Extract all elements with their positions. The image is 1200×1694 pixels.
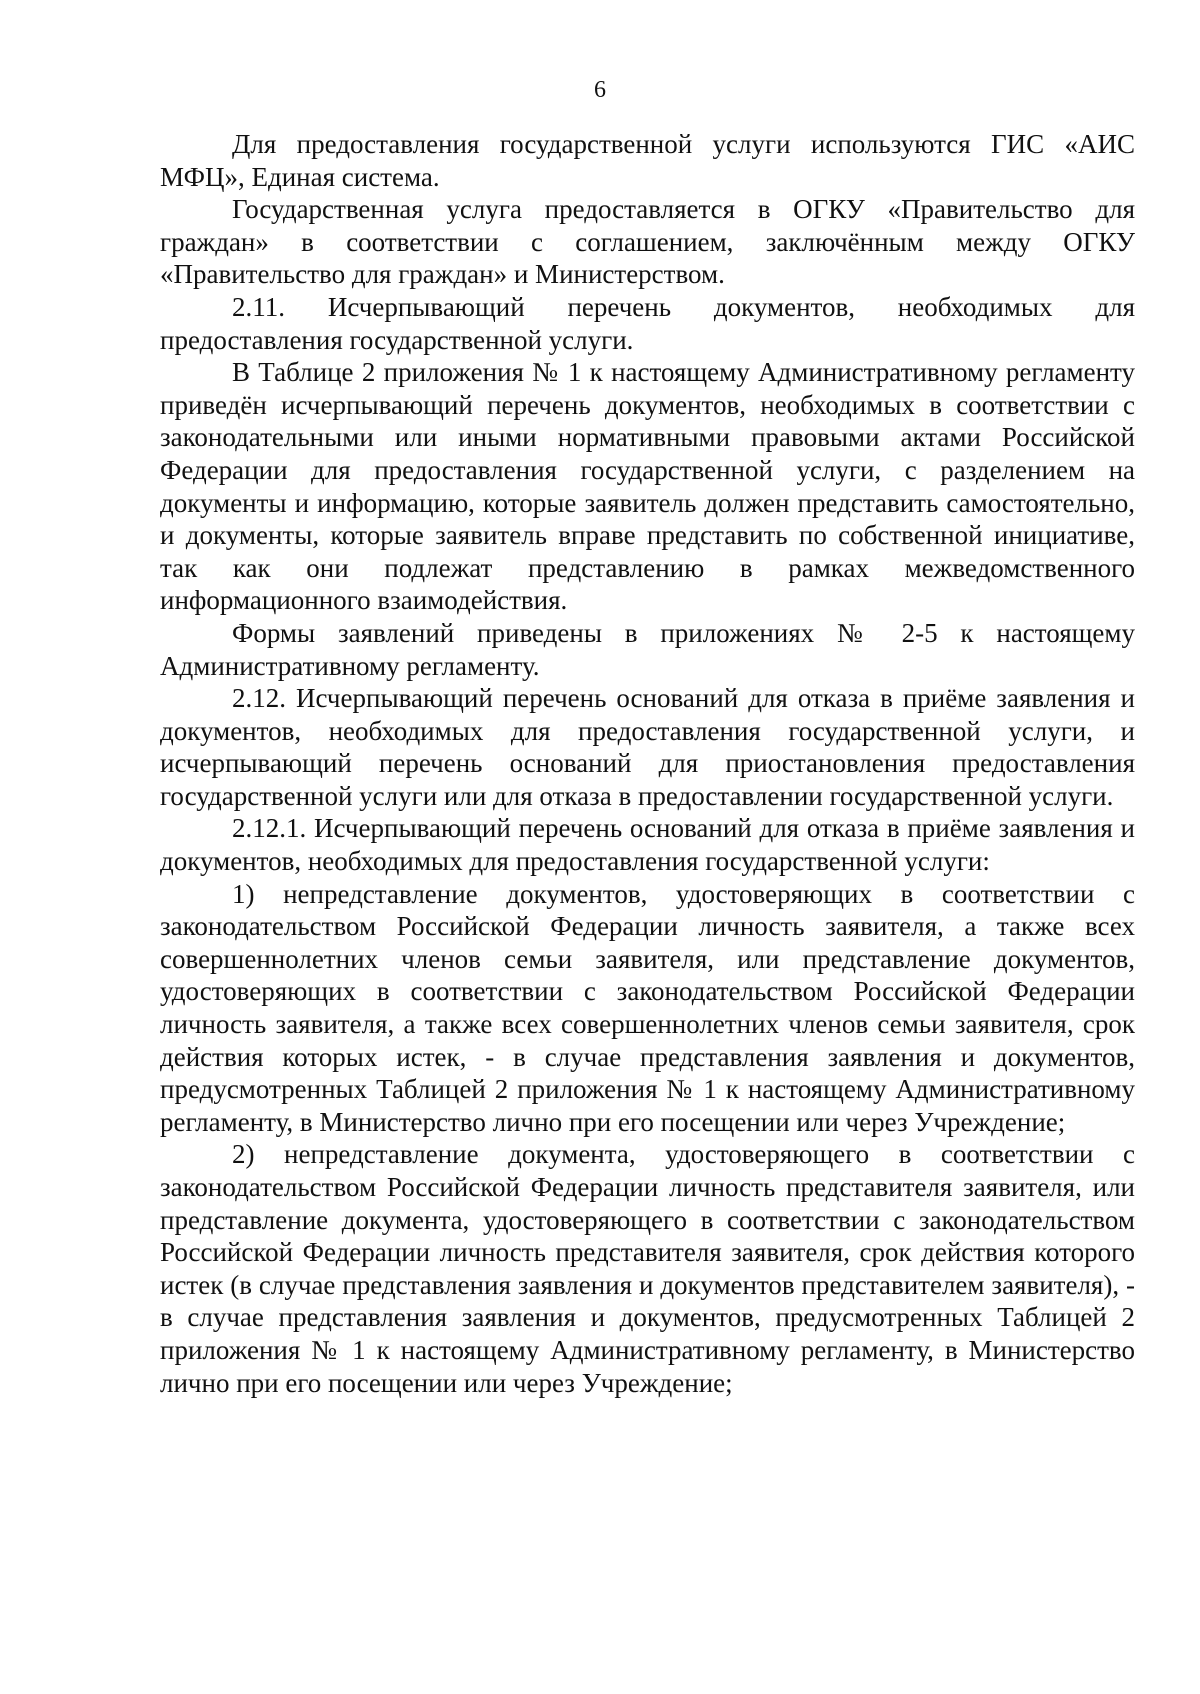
page-number: 6 [594,77,606,103]
section-2-11-heading: 2.11. Исчерпывающий перечень документов, необходимых для предоставления государственной услуги. [160,291,1135,355]
paragraph-application-forms: Формы заявлений приведены в приложениях № 2-5 к настоящему Административному регламенту. [160,617,1135,681]
document-body [160,128,1135,1399]
section-2-12-1-heading: 2.12.1. Исчерпывающий перечень оснований для отказа в приёме заявления и документов, необходимых для предоставления государственной услуги: [160,813,1135,877]
paragraph-service-provider: Государственная услуга предоставляется в ОГКУ «Правительство для граждан» в соответствии с соглашением, заключённым между ОГКУ «Правительство для граждан» и Министерством. [160,194,1135,290]
list-item-2: 2) непредставление документа, удостоверяющего в соответствии с законодательством Российской Федерации личность представителя заявителя, или представление документа, удостоверяющего в соответствии с законодательством Российской Федерации личность представителя заявителя, срок действия которого истек (в случае представления заявления и документов представителем заявителя), - в случае представления заявления и документов, предусмотренных Таблицей 2 приложения № 1 к настоящему Административному регламенту, в Министерство лично при его посещении или через Учреждение; [160,1139,1135,1398]
section-2-12-heading: 2.12. Исчерпывающий перечень оснований для отказа в приёме заявления и документов, необходимых для предоставления государственной услуги, и исчерпывающий перечень оснований для приостановления предоставления государственной услуги или для отказа в предоставлении государственной услуги. [160,683,1135,811]
paragraph-systems-used: Для предоставления государственной услуги используются ГИС «АИС МФЦ», Единая система. [160,129,1135,192]
paragraph-document-list: В Таблице 2 приложения № 1 к настоящему Административному регламенту приведён исчерпывающий перечень документов, необходимых в соответствии с законодательными или иными нормативными правовыми актами Российской Федерации для предоставления государственной услуги, с разделением на документы и информацию, которые заявитель должен представить самостоятельно, и документы, которые заявитель вправе представить по собственной инициативе, так как они подлежат представлению в рамках межведомственного информационного взаимодействия. [160,357,1135,616]
list-item-1: 1) непредставление документов, удостоверяющих в соответствии с законодательством Российской Федерации личность заявителя, а также всех совершеннолетних членов семьи заявителя, или представление документов, удостоверяющих в соответствии с законодательством Российской Федерации личность заявителя, а также всех совершеннолетних членов семьи заявителя, срок действия которых истек, - в случае представления заявления и документов, предусмотренных Таблицей 2 приложения № 1 к настоящему Административному регламенту, в Министерство лично при его посещении или через Учреждение; [160,878,1135,1137]
